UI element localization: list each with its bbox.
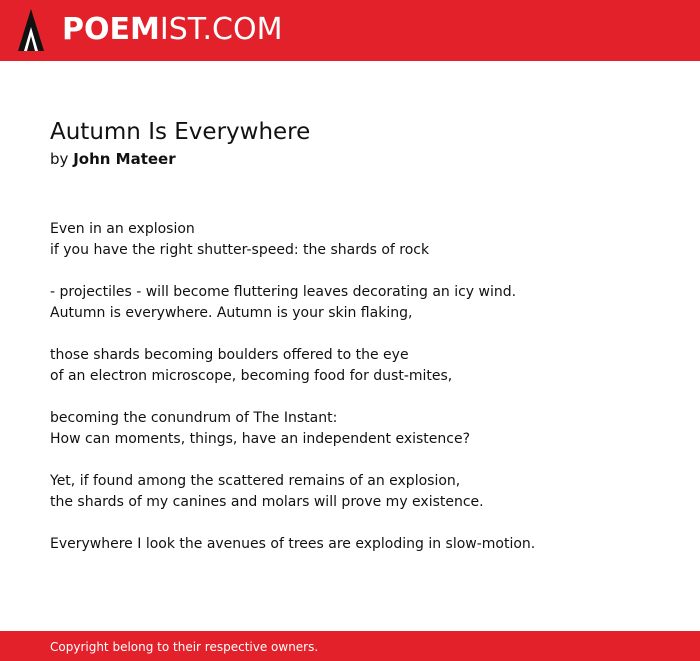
site-header (0, 0, 700, 61)
stanza (50, 219, 670, 261)
stanza (50, 534, 670, 555)
stanza (50, 408, 670, 450)
copyright-notice: Copyright belong to their respective owners. (50, 640, 319, 654)
poem-line: How can moments, things, have an independent existence? (50, 431, 471, 447)
poem-line: the shards of my canines and molars will prove my existence. (50, 494, 484, 510)
poem-line: Everywhere I look the avenues of trees are exploding in slow-motion. (50, 536, 536, 552)
stanza (50, 471, 670, 513)
poem-line: if you have the right shutter-speed: the shards of rock (50, 242, 430, 258)
poem-line: of an electron microscope, becoming food for dust-mites, (50, 368, 453, 384)
poem-line: those shards becoming boulders offered to the eye (50, 347, 409, 363)
logo-brand-light: IST.COM (159, 12, 283, 47)
pencil-icon[interactable] (18, 9, 44, 51)
byline (50, 148, 176, 170)
poem-title: Autumn Is Everywhere (50, 119, 311, 145)
stanza (50, 282, 670, 324)
logo-brand-bold: POEM (62, 12, 160, 47)
poem-line: Yet, if found among the scattered remains of an explosion, (50, 473, 461, 489)
byline-prefix: by (50, 150, 69, 168)
site-logo[interactable] (62, 10, 282, 50)
poem-line: becoming the conundrum of The Instant: (50, 410, 338, 426)
poem-line: Even in an explosion (50, 221, 195, 237)
poem-line: - projectiles - will become fluttering leaves decorating an icy wind. (50, 284, 517, 300)
author-name: John Mateer (73, 150, 176, 168)
stanza (50, 345, 670, 387)
site-footer (0, 631, 700, 661)
poem-body (50, 219, 670, 576)
poem-line: Autumn is everywhere. Autumn is your skin flaking, (50, 305, 413, 321)
